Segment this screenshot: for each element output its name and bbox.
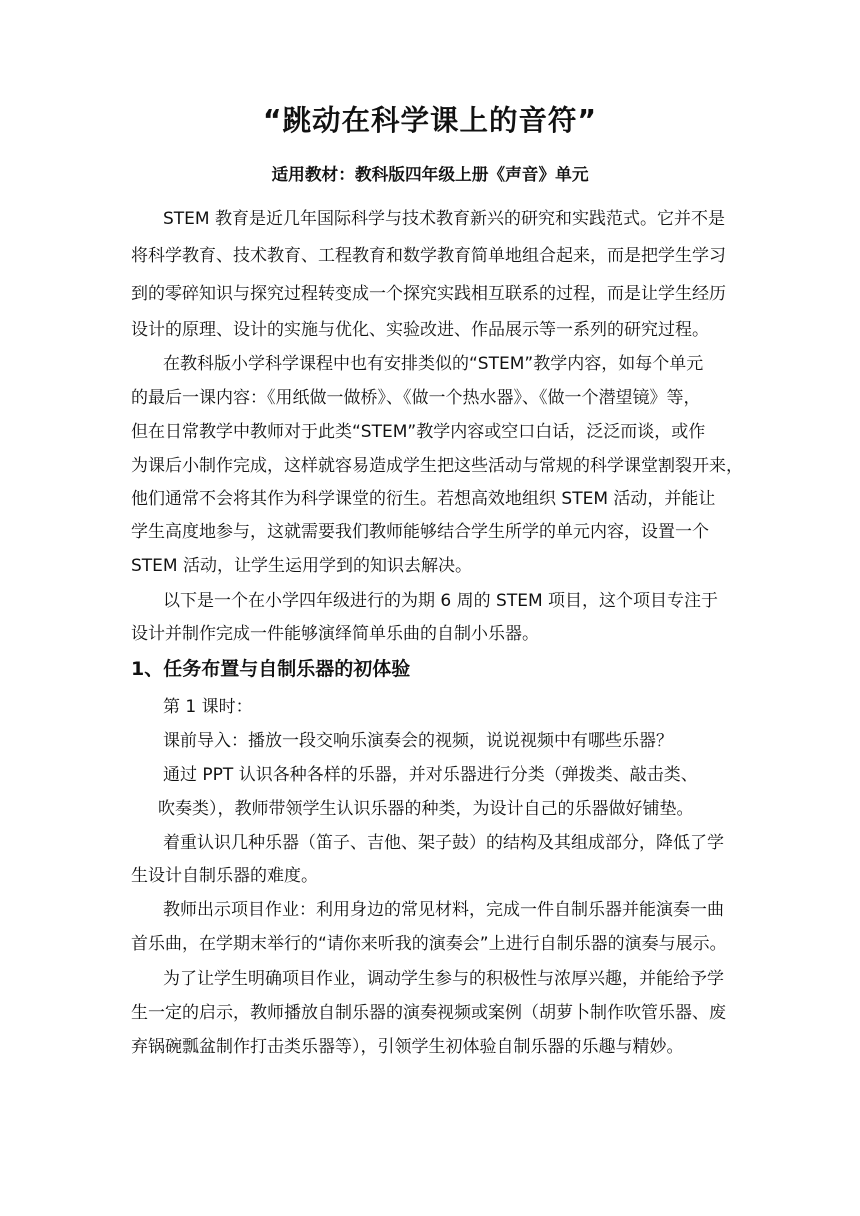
paragraph-line: 通过 PPT 认识各种各样的乐器，并对乐器进行分类（弹拨类、敲击类、 (163, 765, 698, 785)
document-title: “跳动在科学课上的音符” (262, 104, 598, 137)
paragraph-line: 的最后一课内容：《用纸做一做桥》、《做一个热水器》、《做一个潜望镜》等， (131, 388, 701, 408)
paragraph-line: 设计的原理、设计的实施与优化、实验改进、作品展示等一系列的研究过程。 (131, 320, 709, 340)
paragraph-line: 吹奏类），教师带领学生认识乐器的种类，为设计自己的乐器做好铺垫。 (158, 799, 694, 819)
section-heading: 1、任务布置与自制乐器的初体验 (131, 658, 411, 680)
paragraph-line: 课前导入：播放一段交响乐演奏会的视频，说说视频中有哪些乐器？ (163, 731, 673, 751)
paragraph-line: STEM 活动，让学生运用学到的知识去解决。 (131, 556, 472, 576)
paragraph-line: 到的零碎知识与探究过程转变成一个探究实践相互联系的过程，而是让学生经历 (131, 284, 726, 304)
paragraph-line: 为了让学生明确项目作业，调动学生参与的积极性与浓厚兴趣，并能给予学 (163, 969, 724, 989)
paragraph-line: 着重认识几种乐器（笛子、吉他、架子鼓）的结构及其组成部分，降低了学 (163, 833, 724, 853)
paragraph-line: 设计并制作完成一件能够演绎简单乐曲的自制小乐器。 (131, 624, 539, 644)
paragraph-line: 以下是一个在小学四年级进行的为期 6 周的 STEM 项目，这个项目专注于 (163, 591, 719, 611)
paragraph-line: 他们通常不会将其作为科学课堂的衍生。若想高效地组织 STEM 活动，并能让 (131, 489, 716, 509)
paragraph-line: 但在日常教学中教师对于此类“STEM”教学内容或空口白话，泛泛而谈，或作 (131, 422, 706, 442)
lesson-label: 第 1 课时： (163, 697, 253, 717)
document-subtitle: 适用教材：教科版四年级上册《声音》单元 (271, 164, 589, 184)
paragraph-line: 生设计自制乐器的难度。 (131, 866, 318, 886)
paragraph-line: STEM 教育是近几年国际科学与技术教育新兴的研究和实践范式。它并不是 (163, 209, 725, 229)
paragraph-line: 弃锅碗瓢盆制作打击类乐器等），引领学生初体验自制乐器的乐趣与精妙。 (131, 1037, 684, 1057)
paragraph-line: 在教科版小学科学课程中也有安排类似的“STEM”教学内容，如每个单元 (163, 354, 704, 374)
paragraph-line: 将科学教育、技术教育、工程教育和数学教育简单地组合起来，而是把学生学习 (131, 246, 726, 266)
paragraph-line: 为课后小制作完成，这样就容易造成学生把这些活动与常规的科学课堂割裂开来， (131, 456, 743, 476)
paragraph-line: 学生高度地参与，这就需要我们教师能够结合学生所学的单元内容，设置一个 (131, 522, 709, 542)
paragraph-line: 生一定的启示，教师播放自制乐器的演奏视频或案例（胡萝卜制作吹管乐器、废 (131, 1003, 726, 1023)
paragraph-line: 首乐曲，在学期末举行的“请你来听我的演奏会”上进行自制乐器的演奏与展示。 (131, 934, 727, 954)
paragraph-line: 教师出示项目作业：利用身边的常见材料，完成一件自制乐器并能演奏一曲 (163, 900, 724, 920)
